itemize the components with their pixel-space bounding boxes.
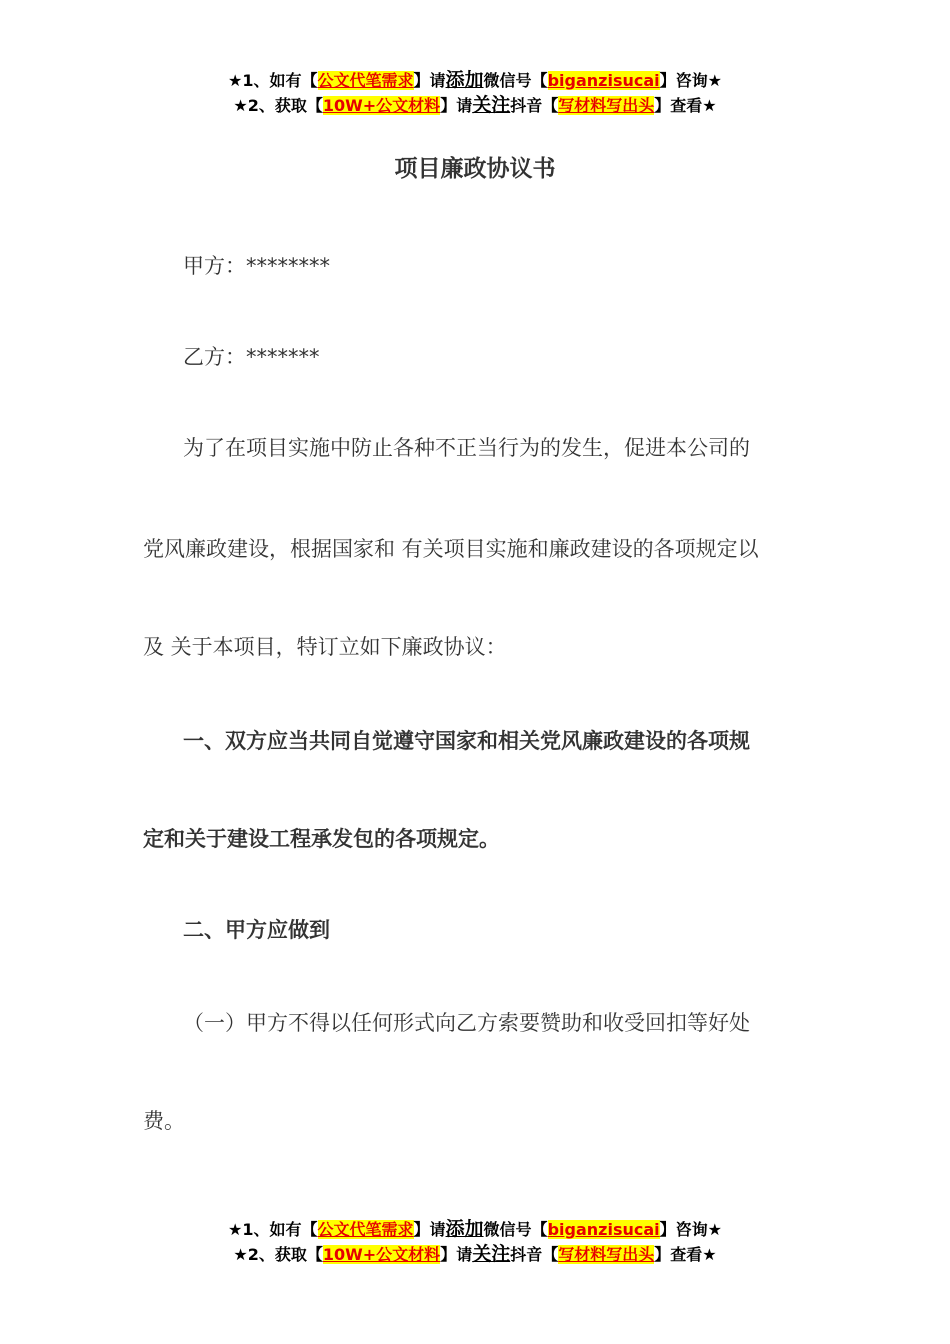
promo-highlight: 10W+公文材料 — [322, 96, 441, 115]
section-1-heading: 一、双方应当共同自觉遵守国家和相关党风廉政建设的各项规 — [183, 729, 750, 753]
section-1-heading: 定和关于建设工程承发包的各项规定。 — [143, 827, 500, 851]
promo-highlight: 10W+公文材料 — [322, 1245, 441, 1264]
promo-text: 微信号【 — [483, 71, 548, 90]
party-b-line: 乙方：******* — [183, 345, 320, 369]
promo-douyin-id: 写材料写出头 — [558, 96, 655, 115]
promo-text: 】请 — [413, 1220, 446, 1239]
section-2-heading: 二、甲方应做到 — [183, 918, 330, 942]
promo-emphasis: 添加 — [445, 69, 484, 91]
header-promo — [0, 68, 950, 118]
promo-line-2 — [0, 1242, 950, 1267]
promo-emphasis: 添加 — [445, 1218, 484, 1240]
intro-paragraph-line: 党风廉政建设，根据国家和 有关项目实施和廉政建设的各项规定以 — [143, 537, 759, 561]
promo-highlight: 公文代笔需求 — [317, 1220, 414, 1239]
promo-wechat-id: biganzisucai — [547, 71, 660, 90]
promo-text: 】查看★ — [654, 1245, 717, 1264]
promo-highlight: 公文代笔需求 — [317, 71, 414, 90]
promo-text: 抖音【 — [510, 1245, 559, 1264]
intro-paragraph-line: 及 关于本项目，特订立如下廉政协议： — [143, 635, 507, 659]
promo-text: 微信号【 — [483, 1220, 548, 1239]
promo-line-1 — [0, 1217, 950, 1242]
promo-emphasis: 关注 — [472, 1243, 511, 1265]
promo-emphasis: 关注 — [472, 94, 511, 116]
clause-1-line: （一）甲方不得以任何形式向乙方索要赞助和收受回扣等好处 — [183, 1011, 750, 1035]
intro-paragraph-line: 为了在项目实施中防止各种不正当行为的发生，促进本公司的 — [183, 436, 750, 460]
promo-text: 】咨询★ — [659, 1220, 722, 1239]
promo-line-2 — [0, 93, 950, 118]
promo-douyin-id: 写材料写出头 — [558, 1245, 655, 1264]
party-a-line: 甲方：******** — [183, 254, 330, 278]
promo-wechat-id: biganzisucai — [547, 1220, 660, 1239]
promo-text: ★2、获取【 — [233, 96, 323, 115]
promo-text: 抖音【 — [510, 96, 559, 115]
promo-text: 】请 — [440, 96, 473, 115]
promo-text: 】请 — [413, 71, 446, 90]
clause-1-line: 费。 — [143, 1109, 185, 1133]
footer-promo — [0, 1217, 950, 1267]
promo-text: 】请 — [440, 1245, 473, 1264]
promo-text: 】咨询★ — [659, 71, 722, 90]
promo-text: ★2、获取【 — [233, 1245, 323, 1264]
promo-line-1 — [0, 68, 950, 93]
promo-text: ★1、如有【 — [228, 71, 318, 90]
promo-text: 】查看★ — [654, 96, 717, 115]
promo-text: ★1、如有【 — [228, 1220, 318, 1239]
document-title: 项目廉政协议书 — [394, 156, 556, 182]
